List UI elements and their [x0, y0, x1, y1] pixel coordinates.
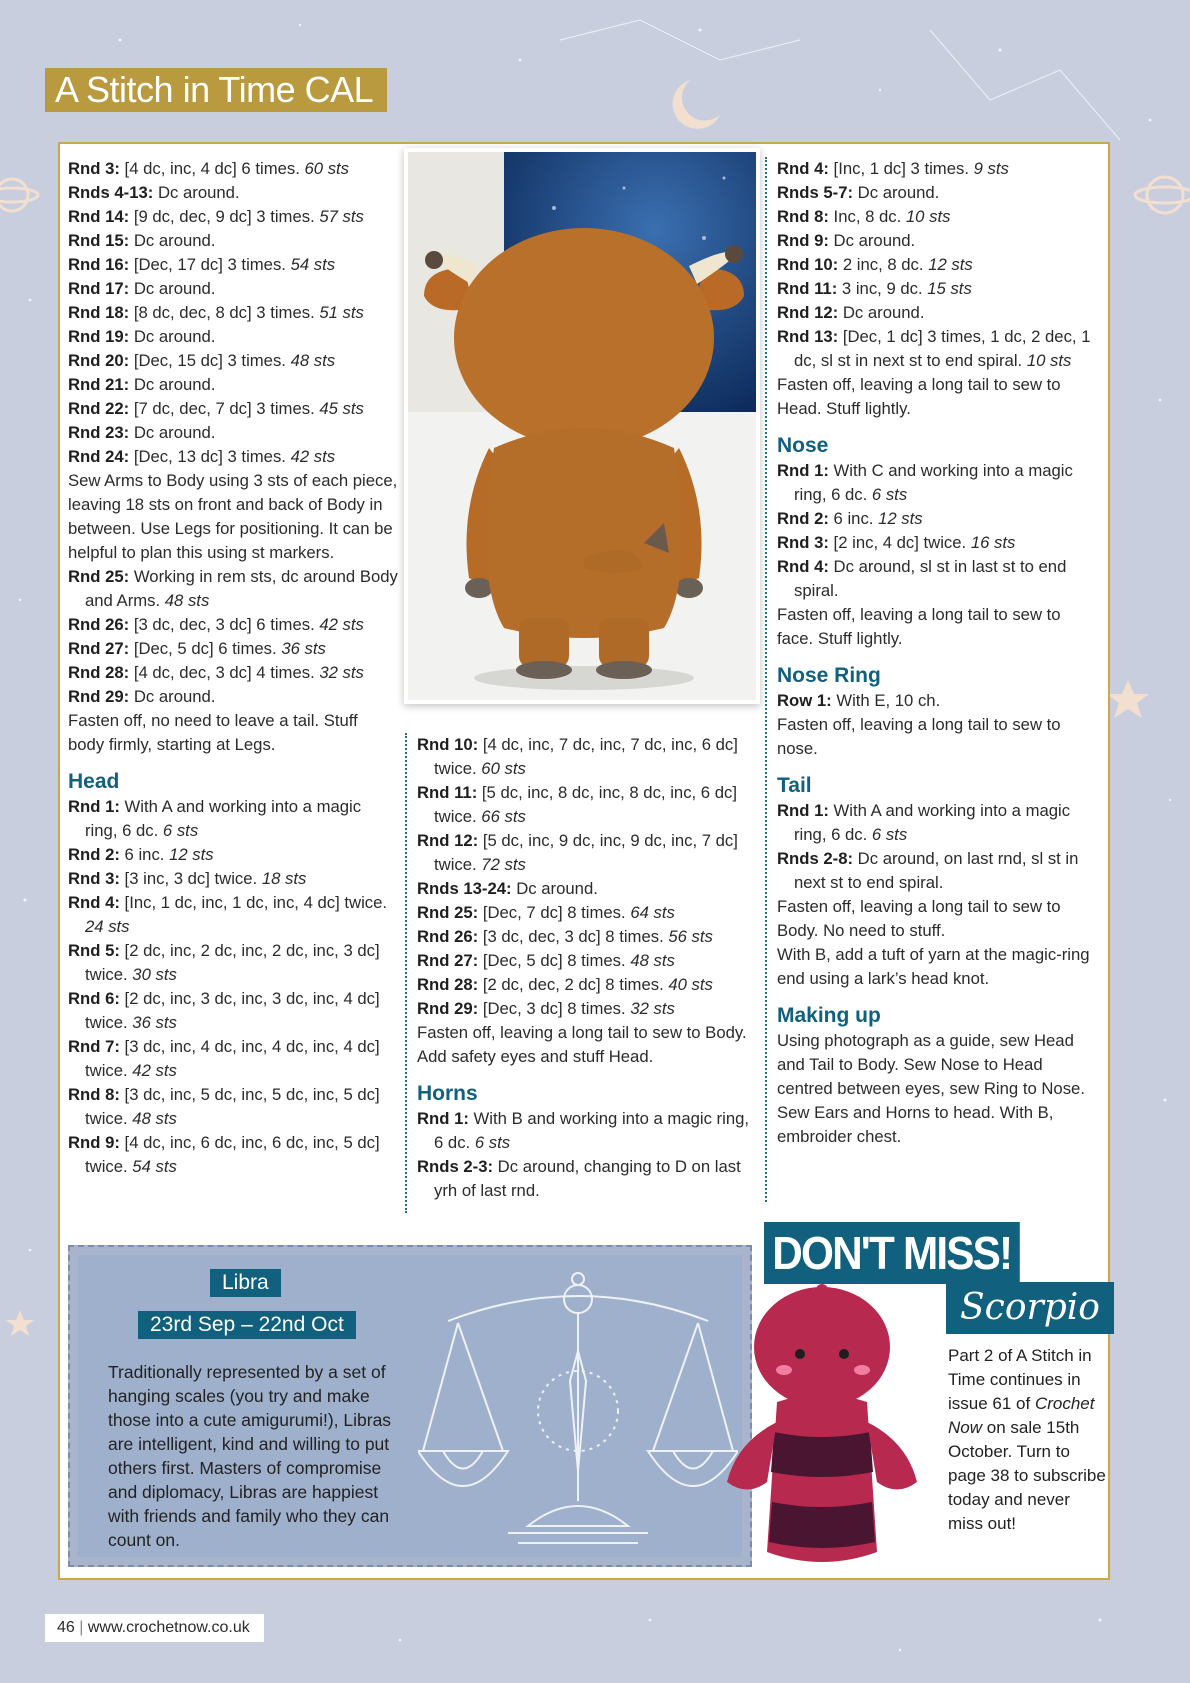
section-gap — [777, 761, 1099, 773]
page-number: 46 — [57, 1619, 75, 1636]
pattern-note — [417, 1021, 750, 1069]
round-label: Rnd 29: — [417, 999, 479, 1018]
round-instruction: Dc around. — [853, 183, 940, 202]
pattern-note — [777, 603, 1099, 651]
pattern-note — [68, 709, 398, 757]
pattern-round — [777, 531, 1099, 555]
stitch-count: 66 sts — [481, 807, 526, 826]
stitch-count: 16 sts — [970, 533, 1016, 552]
round-instruction: [9 dc, dec, 9 dc] 3 times. — [129, 207, 320, 226]
round-label: Rnd 26: — [68, 615, 130, 634]
round-instruction: Fasten off, leaving a long tail to sew to nose. — [777, 715, 1061, 758]
scorpio-promo-text — [948, 1344, 1108, 1536]
stitch-count: 54 sts — [290, 255, 336, 274]
round-label: Rnd 19: — [68, 327, 130, 346]
round-label: Rnd 17: — [68, 279, 130, 298]
round-instruction: [Dec, 15 dc] 3 times. — [129, 351, 291, 370]
pattern-round — [68, 1035, 398, 1083]
pattern-note — [777, 1029, 1099, 1149]
round-instruction: Dc around. — [129, 687, 216, 706]
pattern-round — [68, 181, 398, 205]
pattern-round — [777, 277, 1099, 301]
round-label: Rnd 20: — [68, 351, 130, 370]
round-instruction: [2 inc, 4 dc] twice. — [828, 533, 971, 552]
pattern-round — [777, 205, 1099, 229]
pattern-round — [777, 459, 1099, 507]
pattern-round — [417, 925, 750, 949]
round-instruction: Fasten off, leaving a long tail to sew to Body. No need to stuff. — [777, 897, 1061, 940]
pattern-round — [417, 997, 750, 1021]
promo-text-part-1: Part 2 of A Stitch in Time continues in issue 61 of — [948, 1346, 1092, 1413]
pattern-round — [68, 277, 398, 301]
magazine-title: Crochet Now — [948, 1394, 1095, 1437]
pattern-round — [417, 733, 750, 781]
round-label: Rnd 6: — [68, 989, 120, 1008]
stitch-count: 40 sts — [668, 975, 713, 994]
round-instruction: [4 dc, inc, 4 dc] 6 times. — [119, 159, 305, 178]
stitch-count: 36 sts — [132, 1013, 177, 1032]
stitch-count: 72 sts — [481, 855, 526, 874]
round-instruction: [4 dc, dec, 3 dc] 4 times. — [129, 663, 320, 682]
pattern-column-3 — [765, 157, 1099, 1202]
round-label: Row 1: — [777, 691, 832, 710]
pattern-note — [777, 713, 1099, 761]
stitch-count: 48 sts — [630, 951, 675, 970]
round-instruction: Working in rem sts, dc around Body and Arms. — [85, 567, 398, 610]
round-label: Rnd 28: — [68, 663, 130, 682]
round-instruction: Dc around, changing to D on last yrh of last rnd. — [434, 1157, 741, 1200]
round-label: Rnd 11: — [417, 783, 478, 802]
round-label: Rnd 4: — [777, 159, 829, 178]
page-banner-title: A Stitch in Time CAL — [45, 68, 387, 112]
pattern-round — [68, 445, 398, 469]
round-instruction: With B, add a tuft of yarn at the magic-ring end using a lark’s head knot. — [777, 945, 1090, 988]
stitch-count: 18 sts — [261, 869, 307, 888]
round-label: Rnd 27: — [417, 951, 479, 970]
pattern-round — [68, 397, 398, 421]
round-label: Rnd 25: — [417, 903, 479, 922]
round-label: Rnd 3: — [777, 533, 829, 552]
pattern-round — [777, 301, 1099, 325]
round-instruction: [Dec, 1 dc] 3 times, 1 dc, 2 dec, 1 dc, sl st in next st to end spiral. — [794, 327, 1091, 370]
round-instruction: [Dec, 17 dc] 3 times. — [129, 255, 291, 274]
round-instruction: [4 dc, inc, 7 dc, inc, 7 dc, inc, 6 dc] twice. — [434, 735, 738, 778]
round-instruction: [Dec, 5 dc] 6 times. — [129, 639, 282, 658]
stitch-count: 56 sts — [668, 927, 713, 946]
round-instruction: Dc around. — [129, 423, 216, 442]
round-label: Rnd 3: — [68, 159, 120, 178]
stitch-count: 36 sts — [281, 639, 326, 658]
round-instruction: [2 dc, dec, 2 dc] 8 times. — [478, 975, 669, 994]
round-instruction: With A and working into a magic ring, 6 dc. — [794, 801, 1071, 844]
round-instruction: [2 dc, inc, 2 dc, inc, 2 dc, inc, 3 dc] twice. — [85, 941, 380, 984]
pattern-round — [777, 229, 1099, 253]
round-instruction: [5 dc, inc, 9 dc, inc, 9 dc, inc, 7 dc] twice. — [434, 831, 738, 874]
bull-amigurumi-photo — [404, 148, 760, 704]
pattern-round — [777, 157, 1099, 181]
stitch-count: 60 sts — [481, 759, 526, 778]
stitch-count: 54 sts — [132, 1157, 177, 1176]
round-label: Rnd 1: — [777, 461, 829, 480]
round-instruction: Dc around, sl st in last st to end spiral. — [794, 557, 1067, 600]
round-label: Rnd 8: — [68, 1085, 120, 1104]
round-label: Rnd 15: — [68, 231, 130, 250]
libra-feature-box — [68, 1245, 752, 1567]
pattern-round — [68, 987, 398, 1035]
page-footer — [45, 1614, 264, 1642]
pattern-round — [68, 1131, 398, 1179]
section-heading: Tail — [777, 774, 812, 797]
pattern-round — [777, 507, 1099, 531]
section-heading: Nose — [777, 434, 829, 457]
stitch-count: 6 sts — [871, 825, 908, 844]
promo-text-part-2: on sale 15th October. Turn to page 38 to subscribe today and never miss out! — [948, 1418, 1106, 1533]
stitch-count: 6 sts — [162, 821, 199, 840]
pattern-round — [68, 685, 398, 709]
stitch-count: 42 sts — [319, 615, 364, 634]
round-instruction: [Dec, 3 dc] 8 times. — [478, 999, 631, 1018]
round-instruction: 6 inc. — [828, 509, 879, 528]
pattern-round — [417, 1155, 750, 1203]
round-label: Rnd 18: — [68, 303, 130, 322]
pattern-round — [417, 973, 750, 997]
round-instruction: Fasten off, leaving a long tail to sew to Body. Add safety eyes and stuff Head. — [417, 1023, 747, 1066]
round-instruction: 6 inc. — [119, 845, 170, 864]
round-label: Rnd 4: — [68, 893, 120, 912]
libra-sign-label: Libra — [210, 1269, 281, 1297]
pattern-round — [68, 253, 398, 277]
stitch-count: 48 sts — [132, 1109, 177, 1128]
section-heading: Horns — [417, 1082, 478, 1105]
round-label: Rnd 25: — [68, 567, 130, 586]
stitch-count: 48 sts — [290, 351, 336, 370]
pattern-note — [68, 469, 398, 565]
scorpio-amigurumi-photo — [722, 1282, 932, 1582]
pattern-round — [68, 843, 398, 867]
libra-description: Traditionally represented by a set of hanging scales (you try and make those into a cute amigurumi!), Libras are intelligent, kind and willing to put others first. Masters of compromise and diplomacy, Libras are happiest with friends and family who they can count on. — [108, 1362, 392, 1550]
stitch-count: 51 sts — [319, 303, 364, 322]
section-gap — [777, 991, 1099, 1003]
section-heading: Making up — [777, 1004, 881, 1027]
pattern-round — [68, 205, 398, 229]
round-instruction: With E, 10 ch. — [831, 691, 941, 710]
round-label: Rnd 2: — [68, 845, 120, 864]
round-instruction: [3 dc, dec, 3 dc] 6 times. — [129, 615, 320, 634]
round-instruction: Dc around, on last rnd, sl st in next st to end spiral. — [794, 849, 1079, 892]
pattern-column-2 — [405, 733, 750, 1213]
pattern-round — [68, 613, 398, 637]
round-label: Rnd 22: — [68, 399, 130, 418]
round-instruction: [Dec, 7 dc] 8 times. — [478, 903, 631, 922]
stitch-count: 10 sts — [905, 207, 951, 226]
pattern-round — [68, 795, 398, 843]
stitch-count: 48 sts — [164, 591, 210, 610]
stitch-count: 10 sts — [1026, 351, 1072, 370]
section-heading: Head — [68, 770, 120, 793]
round-label: Rnd 23: — [68, 423, 130, 442]
round-instruction: Inc, 8 dc. — [828, 207, 906, 226]
pattern-round — [68, 565, 398, 613]
round-instruction: With A and working into a magic ring, 6 dc. — [85, 797, 362, 840]
round-label: Rnd 21: — [68, 375, 130, 394]
round-instruction: 2 inc, 8 dc. — [838, 255, 929, 274]
libra-date-range: 23rd Sep – 22nd Oct — [138, 1311, 356, 1339]
pattern-round — [68, 229, 398, 253]
stitch-count: 42 sts — [290, 447, 336, 466]
pattern-round — [777, 847, 1099, 895]
round-instruction: Dc around. — [153, 183, 240, 202]
round-label: Rnd 28: — [417, 975, 479, 994]
round-instruction: [7 dc, dec, 7 dc] 3 times. — [129, 399, 320, 418]
round-instruction: [3 dc, dec, 3 dc] 8 times. — [478, 927, 669, 946]
pattern-round — [68, 867, 398, 891]
pattern-round — [68, 157, 398, 181]
pattern-round — [68, 325, 398, 349]
pattern-round — [417, 949, 750, 973]
round-label: Rnd 1: — [68, 797, 120, 816]
stitch-count: 45 sts — [319, 399, 364, 418]
section-gap — [777, 651, 1099, 663]
round-instruction: [3 dc, inc, 4 dc, inc, 4 dc, inc, 4 dc] twice. — [85, 1037, 380, 1080]
pattern-round — [68, 1083, 398, 1131]
stitch-count: 30 sts — [132, 965, 177, 984]
round-instruction: Fasten off, leaving a long tail to sew to face. Stuff lightly. — [777, 605, 1061, 648]
pattern-round — [68, 939, 398, 987]
stitch-count: 15 sts — [927, 279, 972, 298]
pattern-round — [68, 891, 398, 939]
round-label: Rnd 5: — [68, 941, 120, 960]
pattern-round — [68, 301, 398, 325]
section-heading: Nose Ring — [777, 664, 881, 687]
round-label: Rnd 11: — [777, 279, 838, 298]
scorpio-subheading: Scorpio — [946, 1282, 1114, 1334]
pattern-round — [777, 555, 1099, 603]
round-instruction: Dc around. — [838, 303, 925, 322]
round-instruction: [4 dc, inc, 6 dc, inc, 6 dc, inc, 5 dc] twice. — [85, 1133, 380, 1176]
round-label: Rnd 10: — [777, 255, 839, 274]
round-instruction: [Dec, 13 dc] 3 times. — [129, 447, 291, 466]
round-label: Rnd 14: — [68, 207, 130, 226]
pattern-round — [417, 1107, 750, 1155]
libra-scales-illustration — [418, 1261, 738, 1551]
pattern-round — [68, 373, 398, 397]
section-gap — [417, 1069, 750, 1081]
pattern-round — [777, 181, 1099, 205]
round-instruction: [Inc, 1 dc] 3 times. — [828, 159, 974, 178]
round-label: Rnd 12: — [417, 831, 479, 850]
pattern-column-1 — [68, 157, 398, 1179]
round-instruction: [5 dc, inc, 8 dc, inc, 8 dc, inc, 6 dc] twice. — [434, 783, 737, 826]
round-instruction: Dc around. — [129, 327, 216, 346]
round-label: Rnd 7: — [68, 1037, 120, 1056]
section-gap — [68, 757, 398, 769]
round-instruction: Fasten off, leaving a long tail to sew to Head. Stuff lightly. — [777, 375, 1061, 418]
round-label: Rnd 24: — [68, 447, 130, 466]
stitch-count: 32 sts — [319, 663, 364, 682]
dont-miss-heading: DON'T MISS! — [764, 1222, 1020, 1284]
round-label: Rnds 4-13: — [68, 183, 154, 202]
round-instruction: Dc around. — [828, 231, 916, 250]
website-link[interactable]: www.crochetnow.co.uk — [87, 1619, 250, 1636]
pattern-round — [417, 901, 750, 925]
round-label: Rnd 29: — [68, 687, 130, 706]
stitch-count: 32 sts — [630, 999, 675, 1018]
round-label: Rnd 3: — [68, 869, 120, 888]
round-instruction: With B and working into a magic ring, 6 dc. — [434, 1109, 750, 1152]
section-gap — [777, 421, 1099, 433]
round-label: Rnds 2-8: — [777, 849, 854, 868]
round-instruction: [3 dc, inc, 5 dc, inc, 5 dc, inc, 5 dc] twice. — [85, 1085, 380, 1128]
stitch-count: 6 sts — [474, 1133, 511, 1152]
stitch-count: 12 sts — [169, 845, 214, 864]
round-instruction: Using photograph as a guide, sew Head and Tail to Body. Sew Nose to Head centred between eyes, sew Ring to Nose. Sew Ears and Horns to head. With B, embroider chest. — [777, 1031, 1085, 1146]
round-instruction: [3 inc, 3 dc] twice. — [119, 869, 262, 888]
round-label: Rnds 5-7: — [777, 183, 854, 202]
stitch-count: 42 sts — [132, 1061, 177, 1080]
round-instruction: Dc around. — [129, 375, 216, 394]
pattern-note — [777, 895, 1099, 943]
round-label: Rnds 2-3: — [417, 1157, 494, 1176]
round-label: Rnd 12: — [777, 303, 839, 322]
pattern-note — [777, 943, 1099, 991]
footer-divider: | — [79, 1619, 88, 1636]
round-instruction: With C and working into a magic ring, 6 dc. — [794, 461, 1073, 504]
round-instruction: Fasten off, no need to leave a tail. Stuff body firmly, starting at Legs. — [68, 711, 358, 754]
round-label: Rnds 13-24: — [417, 879, 512, 898]
pattern-note — [777, 373, 1099, 421]
round-label: Rnd 13: — [777, 327, 839, 346]
stitch-count: 12 sts — [928, 255, 973, 274]
pattern-round — [68, 421, 398, 445]
round-instruction: Dc around. — [129, 231, 216, 250]
round-instruction: [2 dc, inc, 3 dc, inc, 3 dc, inc, 4 dc] twice. — [85, 989, 380, 1032]
round-label: Rnd 16: — [68, 255, 130, 274]
pattern-round — [417, 781, 750, 829]
pattern-round — [777, 253, 1099, 277]
stitch-count: 12 sts — [878, 509, 923, 528]
stitch-count: 64 sts — [630, 903, 675, 922]
round-label: Rnd 27: — [68, 639, 130, 658]
pattern-round — [68, 637, 398, 661]
stitch-count: 6 sts — [871, 485, 908, 504]
stitch-count: 24 sts — [85, 917, 130, 936]
round-label: Rnd 9: — [777, 231, 829, 250]
pattern-round — [417, 877, 750, 901]
round-instruction: 3 inc, 9 dc. — [837, 279, 928, 298]
round-instruction: [Dec, 5 dc] 8 times. — [478, 951, 631, 970]
round-instruction: [8 dc, dec, 8 dc] 3 times. — [129, 303, 320, 322]
round-label: Rnd 1: — [777, 801, 829, 820]
bull-amigurumi-image — [404, 148, 760, 704]
round-label: Rnd 1: — [417, 1109, 469, 1128]
pattern-round — [777, 325, 1099, 373]
pattern-round — [68, 661, 398, 685]
round-label: Rnd 26: — [417, 927, 479, 946]
stitch-count: 57 sts — [319, 207, 364, 226]
round-instruction: Sew Arms to Body using 3 sts of each piece, leaving 18 sts on front and back of Body in between. Use Legs for positioning. It can be helpful to plan this using st markers. — [68, 471, 398, 562]
round-instruction: [Inc, 1 dc, inc, 1 dc, inc, 4 dc] twice. — [119, 893, 388, 912]
pattern-round — [777, 689, 1099, 713]
round-label: Rnd 10: — [417, 735, 479, 754]
pattern-round — [68, 349, 398, 373]
round-instruction: Dc around. — [129, 279, 216, 298]
pattern-round — [777, 799, 1099, 847]
round-label: Rnd 4: — [777, 557, 829, 576]
libra-feature-inner — [78, 1255, 742, 1557]
pattern-round — [417, 829, 750, 877]
round-label: Rnd 8: — [777, 207, 829, 226]
round-instruction: Dc around. — [511, 879, 598, 898]
stitch-count: 60 sts — [304, 159, 350, 178]
round-label: Rnd 9: — [68, 1133, 120, 1152]
round-label: Rnd 2: — [777, 509, 829, 528]
stitch-count: 9 sts — [973, 159, 1009, 178]
